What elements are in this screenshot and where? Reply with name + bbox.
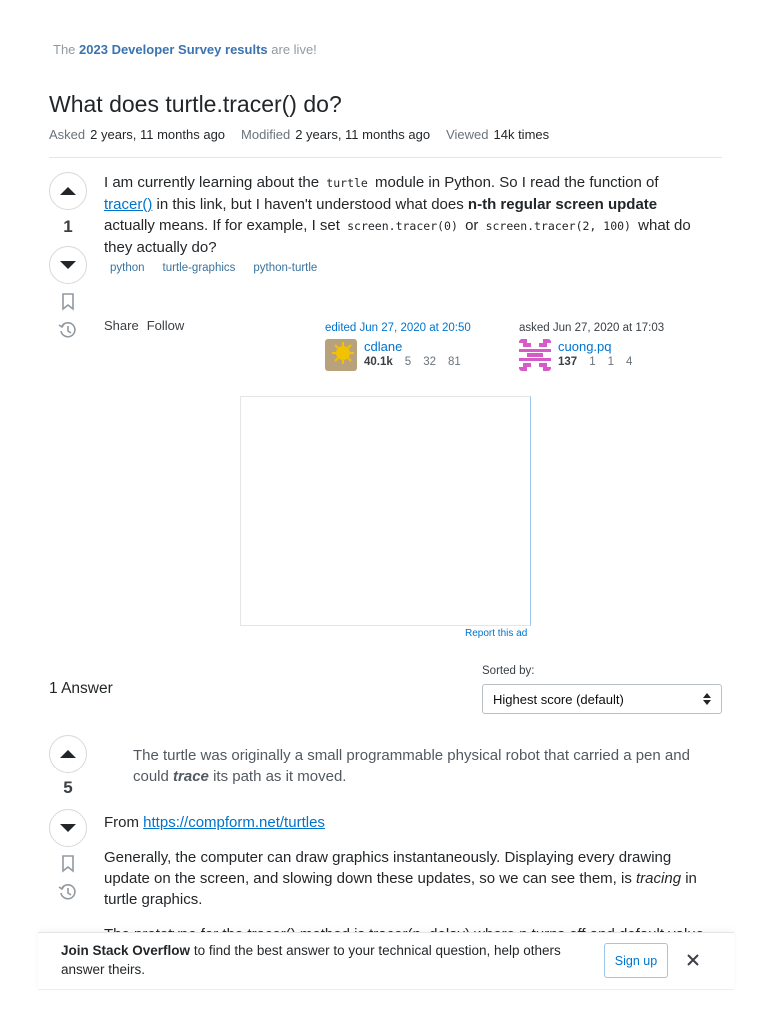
upvote-arrow-icon — [59, 186, 77, 196]
answer-downvote-button[interactable] — [49, 809, 87, 847]
viewed-label: Viewed — [446, 127, 489, 142]
quote-text: The turtle was originally a small programmable physical robot that carried a pen and could — [133, 747, 690, 785]
editor-user — [325, 339, 471, 371]
compform-link[interactable]: https://compform.net/turtles — [143, 814, 325, 831]
quote-text: its path as it moved. — [213, 768, 347, 785]
history-icon[interactable] — [58, 882, 78, 902]
survey-link[interactable]: 2023 Developer Survey results — [79, 42, 268, 57]
body-text: I am currently learning about the — [104, 174, 320, 191]
asker-name[interactable]: cuong.pq — [558, 339, 612, 354]
survey-notice — [53, 42, 317, 57]
answer-paragraph — [104, 812, 714, 833]
upvote-arrow-icon — [59, 749, 77, 759]
signup-button[interactable]: Sign up — [604, 943, 668, 978]
question-downvote-button[interactable] — [49, 246, 87, 284]
asker-user — [519, 339, 664, 371]
question-meta — [49, 127, 549, 142]
sort-value: Highest score (default) — [493, 691, 624, 707]
notice-pre: The — [53, 42, 76, 57]
history-icon[interactable] — [58, 320, 78, 340]
asked-value: 2 years, 11 months ago — [90, 127, 226, 142]
meta-modified — [241, 127, 430, 142]
edited-timestamp[interactable]: edited Jun 27, 2020 at 20:50 — [325, 322, 471, 334]
editor-name[interactable]: cdlane — [364, 339, 403, 354]
downvote-arrow-icon — [59, 823, 77, 833]
divider — [49, 157, 722, 158]
body-text: what do they actually do? — [104, 217, 691, 256]
viewed-value: 14k times — [493, 127, 550, 142]
tracer-link[interactable]: tracer() — [104, 196, 153, 213]
modified-label: Modified — [241, 127, 291, 142]
silver-badges: 32 — [423, 356, 436, 368]
tag-python[interactable]: python — [110, 262, 145, 274]
banner-message: to find the best answer to your technical question, help others answer theirs. — [61, 943, 561, 977]
answer-body — [104, 812, 714, 924]
downvote-arrow-icon — [59, 260, 77, 270]
from-label: From — [104, 814, 139, 831]
question-body — [104, 172, 704, 258]
answer-quote — [133, 745, 693, 787]
banner-text — [61, 941, 581, 979]
inline-code: screen.tracer(2, 100) — [485, 219, 631, 233]
modified-value[interactable]: 2 years, 11 months ago — [295, 127, 431, 142]
question-vote-count: 1 — [63, 217, 73, 236]
answer-vote-count: 5 — [63, 778, 73, 797]
body-text: or — [465, 217, 479, 234]
answer-upvote-button[interactable] — [49, 735, 87, 773]
report-ad-link[interactable]: Report this ad — [465, 628, 528, 639]
bookmark-icon[interactable] — [58, 854, 78, 874]
asker-reputation — [558, 356, 632, 368]
bronze-badges: 4 — [626, 356, 633, 368]
rep-score: 137 — [558, 356, 578, 368]
answer-count: 1 Answer — [49, 680, 113, 697]
meta-viewed — [446, 127, 549, 142]
editor-reputation — [364, 356, 461, 368]
body-text: in this link, but I haven't understood what does — [156, 196, 464, 213]
question-title[interactable]: What does turtle.tracer() do? — [49, 91, 342, 117]
tag-python-turtle[interactable]: python-turtle — [253, 262, 318, 274]
body-text: module in Python. So I read the function of — [375, 174, 659, 191]
asked-label: Asked — [49, 127, 86, 142]
answer-text: Generally, the computer can draw graphics instantaneously. Displaying every drawing update on the screen, and slowing down these updates, so we can see them, is — [104, 849, 672, 887]
gold-badges: 5 — [404, 356, 412, 368]
answer-text: in turtle graphics. — [104, 870, 697, 908]
ad-slot[interactable] — [240, 396, 531, 626]
sort-select[interactable] — [482, 684, 722, 714]
banner-bold: Join Stack Overflow — [61, 943, 191, 958]
tag-list — [104, 258, 323, 278]
asker-avatar[interactable] — [519, 339, 551, 371]
bronze-badges: 81 — [447, 356, 461, 368]
rep-score: 40.1k — [364, 356, 393, 368]
silver-badges: 1 — [607, 356, 614, 368]
inline-code: turtle — [326, 176, 368, 190]
body-bold: n-th regular screen update — [467, 196, 658, 213]
select-arrows-icon — [703, 693, 711, 705]
close-icon[interactable] — [683, 950, 703, 970]
post-actions — [104, 318, 184, 333]
meta-asked — [49, 127, 225, 142]
inline-code: screen.tracer(0) — [347, 219, 458, 233]
editor-avatar[interactable] — [325, 339, 357, 371]
quote-emphasis: trace — [173, 768, 209, 785]
bookmark-icon[interactable] — [58, 292, 78, 312]
answer-paragraph — [104, 847, 714, 910]
asked-timestamp[interactable]: asked Jun 27, 2020 at 17:03 — [519, 322, 665, 334]
asker-signature — [519, 322, 664, 371]
body-text: actually means. If for example, I set — [104, 217, 340, 234]
notice-post: are live! — [271, 42, 317, 57]
sorted-by-label: Sorted by: — [482, 665, 535, 677]
question-upvote-button[interactable] — [49, 172, 87, 210]
gold-badges: 1 — [589, 356, 596, 368]
answer-emphasis: tracing — [636, 870, 682, 887]
editor-signature — [325, 322, 471, 371]
follow-link[interactable]: Follow — [146, 318, 185, 333]
share-link[interactable]: Share — [104, 318, 139, 333]
tag-turtle-graphics[interactable]: turtle-graphics — [162, 262, 236, 274]
